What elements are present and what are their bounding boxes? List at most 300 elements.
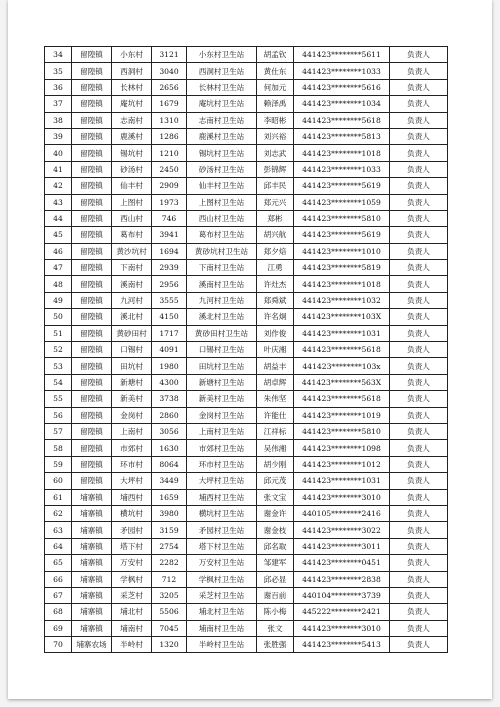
village-cell: 黄砂田村 (112, 325, 152, 341)
town-cell: 留隍镇 (72, 79, 112, 95)
population-cell: 8064 (152, 456, 187, 472)
village-cell: 环市村 (112, 456, 152, 472)
person-name-cell: 张文 (257, 620, 294, 636)
person-name-cell: 郑舜斌 (257, 292, 294, 308)
clinic-name-cell: 西洞村卫生站 (187, 63, 257, 79)
population-cell: 2860 (152, 407, 187, 423)
role-cell: 负责人 (390, 325, 448, 341)
population-cell: 3738 (152, 391, 187, 407)
person-name-cell: 李昭彬 (257, 112, 294, 128)
id-number-cell: 441423********1018 (294, 145, 390, 161)
town-cell: 留隍镇 (72, 391, 112, 407)
id-number-cell: 441423********3011 (294, 538, 390, 554)
person-name-cell: 吴伟湘 (257, 440, 294, 456)
population-cell: 3040 (152, 63, 187, 79)
population-cell: 1980 (152, 358, 187, 374)
person-name-cell: 朱伟坚 (257, 391, 294, 407)
id-number-cell: 441423********5810 (294, 423, 390, 439)
town-cell: 留隍镇 (72, 194, 112, 210)
role-cell: 负责人 (390, 407, 448, 423)
id-number-cell: 441423********5616 (294, 79, 390, 95)
row-number-cell: 68 (45, 604, 72, 620)
row-number-cell: 44 (45, 210, 72, 226)
population-cell: 7045 (152, 620, 187, 636)
town-cell: 留隍镇 (72, 456, 112, 472)
clinic-name-cell: 下南村卫生站 (187, 260, 257, 276)
clinic-name-cell: 黄砂坑村卫生站 (187, 243, 257, 259)
row-number-cell: 63 (45, 522, 72, 538)
village-cell: 学枫村 (112, 571, 152, 587)
population-cell: 1679 (152, 96, 187, 112)
town-cell: 留隍镇 (72, 47, 112, 63)
town-cell: 埔寨镇 (72, 571, 112, 587)
town-cell: 留隍镇 (72, 63, 112, 79)
table-row (45, 538, 448, 554)
person-name-cell: 陈小梅 (257, 604, 294, 620)
clinic-name-cell: 长林村卫生站 (187, 79, 257, 95)
role-cell: 负责人 (390, 243, 448, 259)
population-cell: 3555 (152, 292, 187, 308)
table-row (45, 325, 448, 341)
row-number-cell: 51 (45, 325, 72, 341)
id-number-cell: 441423********1034 (294, 96, 390, 112)
clinic-name-cell: 埔南村卫生站 (187, 620, 257, 636)
village-cell: 埔南村 (112, 620, 152, 636)
village-cell: 砂汤村 (112, 161, 152, 177)
row-number-cell: 67 (45, 587, 72, 603)
person-name-cell: 叶庆湘 (257, 342, 294, 358)
table-row (45, 79, 448, 95)
row-number-cell: 35 (45, 63, 72, 79)
village-cell: 横坑村 (112, 505, 152, 521)
population-cell: 2939 (152, 260, 187, 276)
id-number-cell: 441423********1033 (294, 63, 390, 79)
clinic-name-cell: 新塘村卫生站 (187, 374, 257, 390)
town-cell: 埔寨镇 (72, 587, 112, 603)
row-number-cell: 43 (45, 194, 72, 210)
clinic-name-cell: 葛布村卫生站 (187, 227, 257, 243)
village-cell: 大坪村 (112, 473, 152, 489)
town-cell: 留隍镇 (72, 358, 112, 374)
row-number-cell: 55 (45, 391, 72, 407)
table-row (45, 309, 448, 325)
person-name-cell: 邹建军 (257, 555, 294, 571)
row-number-cell: 70 (45, 637, 72, 653)
id-number-cell: 441423********1031 (294, 473, 390, 489)
table-row (45, 47, 448, 63)
village-cell: 矛园村 (112, 522, 152, 538)
clinic-name-cell: 万安村卫生站 (187, 555, 257, 571)
id-number-cell: 441423********5619 (294, 227, 390, 243)
town-cell: 留隍镇 (72, 145, 112, 161)
population-cell: 2282 (152, 555, 187, 571)
role-cell: 负责人 (390, 342, 448, 358)
row-number-cell: 66 (45, 571, 72, 587)
clinic-name-cell: 环市村卫生站 (187, 456, 257, 472)
person-name-cell: 刘志武 (257, 145, 294, 161)
row-number-cell: 53 (45, 358, 72, 374)
row-number-cell: 61 (45, 489, 72, 505)
id-number-cell: 441423********3022 (294, 522, 390, 538)
person-name-cell: 胡孟钦 (257, 47, 294, 63)
document-page (8, 0, 492, 699)
population-cell: 2909 (152, 178, 187, 194)
row-number-cell: 36 (45, 79, 72, 95)
clinic-name-cell: 口锡村卫生站 (187, 342, 257, 358)
population-cell: 2754 (152, 538, 187, 554)
row-number-cell: 56 (45, 407, 72, 423)
table-row (45, 112, 448, 128)
id-number-cell: 441423********5619 (294, 178, 390, 194)
row-number-cell: 37 (45, 96, 72, 112)
table-row (45, 637, 448, 653)
row-number-cell: 40 (45, 145, 72, 161)
id-number-cell: 445222********2421 (294, 604, 390, 620)
table-row (45, 227, 448, 243)
role-cell: 负责人 (390, 63, 448, 79)
role-cell: 负责人 (390, 505, 448, 521)
clinic-name-cell: 采芝村卫生站 (187, 587, 257, 603)
village-cell: 庵坑村 (112, 96, 152, 112)
village-cell: 新塘村 (112, 374, 152, 390)
id-number-cell: 441423********2838 (294, 571, 390, 587)
population-cell: 1973 (152, 194, 187, 210)
town-cell: 留隍镇 (72, 227, 112, 243)
row-number-cell: 39 (45, 128, 72, 144)
row-number-cell: 42 (45, 178, 72, 194)
id-number-cell: 441423********1012 (294, 456, 390, 472)
village-cell: 埔北村 (112, 604, 152, 620)
role-cell: 负责人 (390, 161, 448, 177)
id-number-cell: 441423********1031 (294, 325, 390, 341)
id-number-cell: 441423********5618 (294, 391, 390, 407)
person-name-cell: 许灶杰 (257, 276, 294, 292)
person-name-cell: 郑夕焙 (257, 243, 294, 259)
clinic-name-cell: 溪北村卫生站 (187, 309, 257, 325)
person-name-cell: 江勇 (257, 260, 294, 276)
town-cell: 留隍镇 (72, 325, 112, 341)
person-name-cell: 刘兴裕 (257, 128, 294, 144)
role-cell: 负责人 (390, 604, 448, 620)
village-cell: 溪南村 (112, 276, 152, 292)
row-number-cell: 48 (45, 276, 72, 292)
table-row (45, 243, 448, 259)
table-row (45, 96, 448, 112)
person-name-cell: 邱名取 (257, 538, 294, 554)
row-number-cell: 47 (45, 260, 72, 276)
village-cell: 志南村 (112, 112, 152, 128)
table-row (45, 276, 448, 292)
clinic-name-cell: 学枫村卫生站 (187, 571, 257, 587)
clinic-name-cell: 大坪村卫生站 (187, 473, 257, 489)
village-cell: 仙丰村 (112, 178, 152, 194)
role-cell: 负责人 (390, 145, 448, 161)
role-cell: 负责人 (390, 555, 448, 571)
population-cell: 3159 (152, 522, 187, 538)
table-row (45, 407, 448, 423)
person-name-cell: 郑彬 (257, 210, 294, 226)
population-cell: 3121 (152, 47, 187, 63)
village-cell: 长林村 (112, 79, 152, 95)
person-name-cell: 何加元 (257, 79, 294, 95)
clinic-name-cell: 小东村卫生站 (187, 47, 257, 63)
population-cell: 3980 (152, 505, 187, 521)
village-cell: 上图村 (112, 194, 152, 210)
row-number-cell: 59 (45, 456, 72, 472)
table-row (45, 260, 448, 276)
town-cell: 留隍镇 (72, 260, 112, 276)
id-number-cell: 441423********5618 (294, 342, 390, 358)
clinic-name-cell: 鹿溪村卫生站 (187, 128, 257, 144)
id-number-cell: 441423********5810 (294, 210, 390, 226)
role-cell: 负责人 (390, 522, 448, 538)
table-row (45, 292, 448, 308)
clinic-name-cell: 田坑村卫生站 (187, 358, 257, 374)
town-cell: 留隍镇 (72, 440, 112, 456)
population-cell: 1717 (152, 325, 187, 341)
id-number-cell: 441423********1019 (294, 407, 390, 423)
population-cell: 1310 (152, 112, 187, 128)
row-number-cell: 50 (45, 309, 72, 325)
town-cell: 埔寨农场 (72, 637, 112, 653)
role-cell: 负责人 (390, 571, 448, 587)
town-cell: 埔寨镇 (72, 505, 112, 521)
clinic-name-cell: 市郊村卫生站 (187, 440, 257, 456)
population-cell: 3449 (152, 473, 187, 489)
table-row (45, 374, 448, 390)
village-cell: 黄沙坑村 (112, 243, 152, 259)
population-cell: 4091 (152, 342, 187, 358)
role-cell: 负责人 (390, 292, 448, 308)
id-number-cell: 441423********5611 (294, 47, 390, 63)
table-row (45, 489, 448, 505)
clinic-name-cell: 上南村卫生站 (187, 423, 257, 439)
row-number-cell: 46 (45, 243, 72, 259)
role-cell: 负责人 (390, 79, 448, 95)
town-cell: 留隍镇 (72, 292, 112, 308)
id-number-cell: 441423********103x (294, 358, 390, 374)
village-cell: 采芝村 (112, 587, 152, 603)
village-cell: 上南村 (112, 423, 152, 439)
table-row (45, 555, 448, 571)
id-number-cell: 441423********5413 (294, 637, 390, 653)
village-cell: 半岭村 (112, 637, 152, 653)
table-row (45, 178, 448, 194)
person-name-cell: 许名炯 (257, 309, 294, 325)
person-name-cell: 许能仕 (257, 407, 294, 423)
clinic-name-cell: 志南村卫生站 (187, 112, 257, 128)
table-row (45, 358, 448, 374)
town-cell: 留隍镇 (72, 161, 112, 177)
table-row (45, 620, 448, 636)
row-number-cell: 69 (45, 620, 72, 636)
table-row (45, 456, 448, 472)
id-number-cell: 440105********2416 (294, 505, 390, 521)
table-row (45, 194, 448, 210)
table-row (45, 571, 448, 587)
town-cell: 留隍镇 (72, 473, 112, 489)
id-number-cell: 441423********0451 (294, 555, 390, 571)
village-cell: 下南村 (112, 260, 152, 276)
village-cell: 新美村 (112, 391, 152, 407)
population-cell: 2956 (152, 276, 187, 292)
town-cell: 留隍镇 (72, 276, 112, 292)
table-row (45, 391, 448, 407)
person-name-cell: 胡益丰 (257, 358, 294, 374)
population-cell: 3056 (152, 423, 187, 439)
row-number-cell: 57 (45, 423, 72, 439)
person-name-cell: 江祥标 (257, 423, 294, 439)
person-name-cell: 胡兴航 (257, 227, 294, 243)
row-number-cell: 65 (45, 555, 72, 571)
town-cell: 留隍镇 (72, 423, 112, 439)
town-cell: 留隍镇 (72, 128, 112, 144)
role-cell: 负责人 (390, 620, 448, 636)
population-cell: 3941 (152, 227, 187, 243)
person-name-cell: 胡卓辉 (257, 374, 294, 390)
table-row (45, 161, 448, 177)
id-number-cell: 441423********5813 (294, 128, 390, 144)
role-cell: 负责人 (390, 538, 448, 554)
village-cell: 市郊村 (112, 440, 152, 456)
town-cell: 留隍镇 (72, 112, 112, 128)
role-cell: 负责人 (390, 260, 448, 276)
role-cell: 负责人 (390, 637, 448, 653)
town-cell: 留隍镇 (72, 178, 112, 194)
role-cell: 负责人 (390, 440, 448, 456)
clinic-name-cell: 砂汤村卫生站 (187, 161, 257, 177)
table-row (45, 604, 448, 620)
village-cell: 埔西村 (112, 489, 152, 505)
id-number-cell: 441423********1032 (294, 292, 390, 308)
row-number-cell: 54 (45, 374, 72, 390)
id-number-cell: 441423********1059 (294, 194, 390, 210)
role-cell: 负责人 (390, 456, 448, 472)
town-cell: 埔寨镇 (72, 604, 112, 620)
clinic-name-cell: 西山村卫生站 (187, 210, 257, 226)
row-number-cell: 60 (45, 473, 72, 489)
person-name-cell: 刘作俊 (257, 325, 294, 341)
person-name-cell: 黄仕东 (257, 63, 294, 79)
population-cell: 3205 (152, 587, 187, 603)
table-row (45, 63, 448, 79)
role-cell: 负责人 (390, 47, 448, 63)
town-cell: 留隍镇 (72, 407, 112, 423)
village-cell: 鹿溪村 (112, 128, 152, 144)
village-cell: 万安村 (112, 555, 152, 571)
clinic-name-cell: 埔北村卫生站 (187, 604, 257, 620)
clinic-roster-table (44, 46, 448, 653)
person-name-cell: 郑元兴 (257, 194, 294, 210)
role-cell: 负责人 (390, 309, 448, 325)
village-cell: 葛布村 (112, 227, 152, 243)
clinic-name-cell: 半岭村卫生站 (187, 637, 257, 653)
table-row (45, 587, 448, 603)
village-cell: 锡坑村 (112, 145, 152, 161)
village-cell: 溪北村 (112, 309, 152, 325)
role-cell: 负责人 (390, 112, 448, 128)
clinic-name-cell: 新美村卫生站 (187, 391, 257, 407)
village-cell: 小东村 (112, 47, 152, 63)
role-cell: 负责人 (390, 227, 448, 243)
role-cell: 负责人 (390, 423, 448, 439)
row-number-cell: 58 (45, 440, 72, 456)
village-cell: 西洞村 (112, 63, 152, 79)
clinic-name-cell: 溪南村卫生站 (187, 276, 257, 292)
person-name-cell: 胡少刚 (257, 456, 294, 472)
row-number-cell: 52 (45, 342, 72, 358)
town-cell: 留隍镇 (72, 309, 112, 325)
id-number-cell: 441423********3010 (294, 489, 390, 505)
role-cell: 负责人 (390, 473, 448, 489)
population-cell: 1694 (152, 243, 187, 259)
role-cell: 负责人 (390, 358, 448, 374)
role-cell: 负责人 (390, 587, 448, 603)
row-number-cell: 64 (45, 538, 72, 554)
role-cell: 负责人 (390, 96, 448, 112)
row-number-cell: 34 (45, 47, 72, 63)
role-cell: 负责人 (390, 194, 448, 210)
town-cell: 留隍镇 (72, 96, 112, 112)
person-name-cell: 张胜强 (257, 637, 294, 653)
row-number-cell: 49 (45, 292, 72, 308)
clinic-name-cell: 矛园村卫生站 (187, 522, 257, 538)
table-row (45, 522, 448, 538)
table-row (45, 128, 448, 144)
village-cell: 金岗村 (112, 407, 152, 423)
id-number-cell: 440104********3739 (294, 587, 390, 603)
clinic-name-cell: 仙丰村卫生站 (187, 178, 257, 194)
table-row (45, 473, 448, 489)
town-cell: 埔寨镇 (72, 522, 112, 538)
town-cell: 留隍镇 (72, 210, 112, 226)
role-cell: 负责人 (390, 210, 448, 226)
population-cell: 1320 (152, 637, 187, 653)
id-number-cell: 441423********1010 (294, 243, 390, 259)
role-cell: 负责人 (390, 128, 448, 144)
village-cell: 口锡村 (112, 342, 152, 358)
population-cell: 1210 (152, 145, 187, 161)
table-row (45, 145, 448, 161)
population-cell: 1630 (152, 440, 187, 456)
id-number-cell: 441423********1033 (294, 161, 390, 177)
person-name-cell: 谢金许 (257, 505, 294, 521)
id-number-cell: 441423********5819 (294, 260, 390, 276)
village-cell: 西山村 (112, 210, 152, 226)
table-row (45, 210, 448, 226)
person-name-cell: 邱必显 (257, 571, 294, 587)
person-name-cell: 谢金枝 (257, 522, 294, 538)
person-name-cell: 邱丰民 (257, 178, 294, 194)
table-row (45, 440, 448, 456)
id-number-cell: 441423********1098 (294, 440, 390, 456)
row-number-cell: 62 (45, 505, 72, 521)
person-name-cell: 谢百前 (257, 587, 294, 603)
role-cell: 负责人 (390, 489, 448, 505)
clinic-name-cell: 横坑村卫生站 (187, 505, 257, 521)
role-cell: 负责人 (390, 276, 448, 292)
person-name-cell: 彭锦辉 (257, 161, 294, 177)
person-name-cell: 张文宝 (257, 489, 294, 505)
population-cell: 4300 (152, 374, 187, 390)
population-cell: 746 (152, 210, 187, 226)
role-cell: 负责人 (390, 374, 448, 390)
village-cell: 田坑村 (112, 358, 152, 374)
population-cell: 2656 (152, 79, 187, 95)
id-number-cell: 441423********3010 (294, 620, 390, 636)
role-cell: 负责人 (390, 178, 448, 194)
clinic-name-cell: 庵坑村卫生站 (187, 96, 257, 112)
